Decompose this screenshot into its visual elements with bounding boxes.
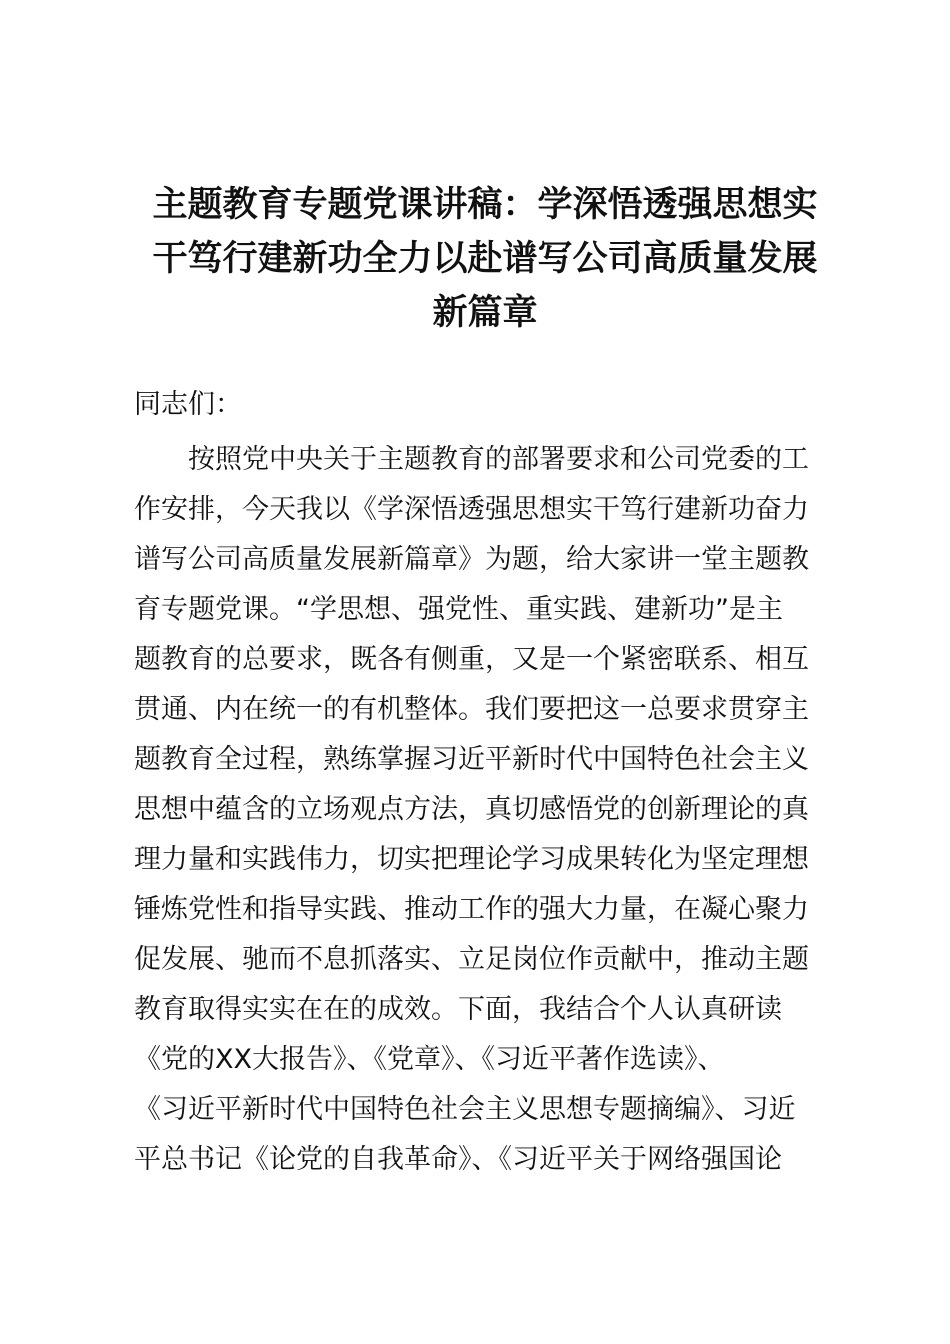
body-line: 《习近平新时代中国特色社会主义思想专题摘编》、习近 <box>134 1094 796 1125</box>
body-line: 促发展、驰而不息抓落实、立足岗位作贡献中，推动主题 <box>134 944 809 975</box>
body-line: 《党的XX大报告》、《党章》、《习近平著作选读》、 <box>134 1044 725 1075</box>
body-line: 作安排，今天我以《学深悟透强思想实干笃行建新功奋力 <box>134 494 809 525</box>
body-line: 谱写公司高质量发展新篇章》为题，给大家讲一堂主题教 <box>134 544 809 575</box>
title-line: 主题教育专题党课讲稿：学深悟透强思想实 <box>152 185 818 225</box>
title-line: 干笃行建新功全力以赴谱写公司高质量发展 <box>152 239 818 279</box>
title-line: 新篇章 <box>432 293 538 333</box>
body-paragraph <box>134 435 834 1185</box>
body-line: 思想中蕴含的立场观点方法，真切感悟党的创新理论的真 <box>134 794 809 825</box>
greeting: 同志们： <box>134 389 242 420</box>
body-line: 贯通、内在统一的有机整体。我们要把这一总要求贯穿主 <box>134 694 809 725</box>
body-line: 育专题党课。“学思想、强党性、重实践、建新功”是主 <box>134 594 783 625</box>
body-line: 理力量和实践伟力，切实把理论学习成果转化为坚定理想 <box>134 844 809 875</box>
body-line: 题教育的总要求，既各有侧重，又是一个紧密联系、相互 <box>134 644 809 675</box>
body-line: 平总书记《论党的自我革命》、《习近平关于网络强国论 <box>134 1144 782 1175</box>
body-line: 按照党中央关于主题教育的部署要求和公司党委的工 <box>188 444 809 475</box>
document-title <box>120 178 850 340</box>
body-line: 教育取得实实在在的成效。下面，我结合个人认真研读 <box>134 994 782 1025</box>
body-line: 题教育全过程，熟练掌握习近平新时代中国特色社会主义 <box>134 744 809 775</box>
body-line: 锤炼党性和指导实践、推动工作的强大力量，在凝心聚力 <box>134 894 809 925</box>
